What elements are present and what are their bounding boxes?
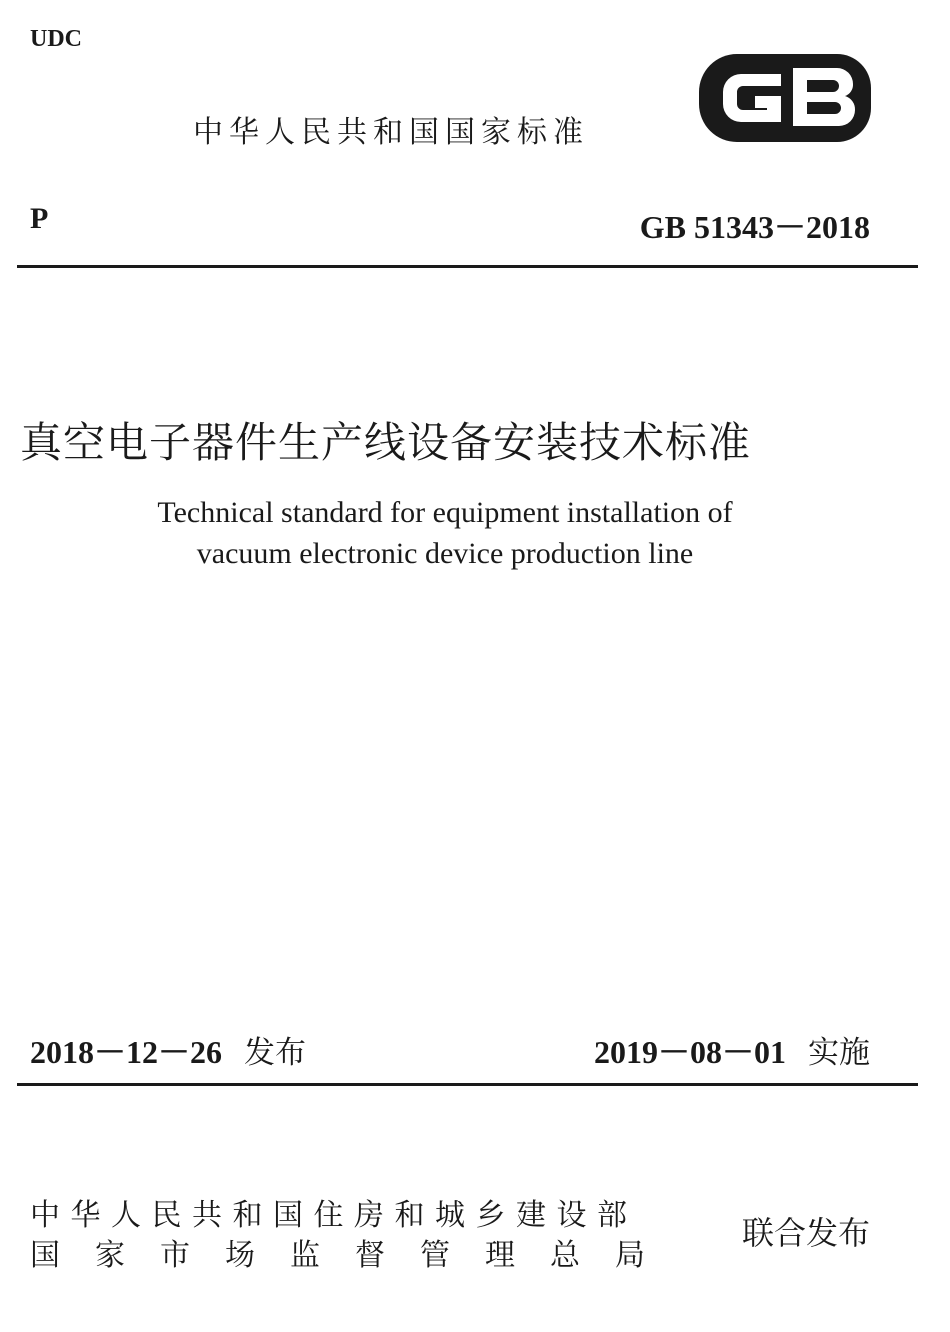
title-chinese: 真空电子器件生产线设备安装技术标准 <box>20 418 752 467</box>
issue-label: 发布 <box>244 1035 307 1071</box>
bottom-divider <box>17 1083 918 1086</box>
issuer-administration: 国家市场监督管理总局 <box>30 1238 680 1273</box>
category-code: P <box>30 202 49 235</box>
implementation-date-row <box>594 1027 870 1073</box>
implementation-date: 2019－08－01 <box>593 1034 786 1070</box>
joint-issue-label: 联合发布 <box>741 1214 870 1252</box>
title-english-line-2: vacuum electronic device production line <box>196 537 694 570</box>
gb-logo <box>697 52 872 144</box>
issue-date: 2018－12－26 <box>30 1034 223 1070</box>
issue-date-row <box>30 1027 306 1073</box>
standard-number: GB 51343－2018 <box>639 209 870 245</box>
national-standard-heading: 中华人民共和国国家标准 <box>193 115 589 150</box>
title-english-line-1: Technical standard for equipment installation of <box>157 496 733 529</box>
implementation-label: 实施 <box>808 1035 870 1071</box>
issuer-ministry: 中华人民共和国住房和城乡建设部 <box>30 1198 638 1233</box>
udc-label: UDC <box>30 26 82 52</box>
top-divider <box>17 265 918 268</box>
